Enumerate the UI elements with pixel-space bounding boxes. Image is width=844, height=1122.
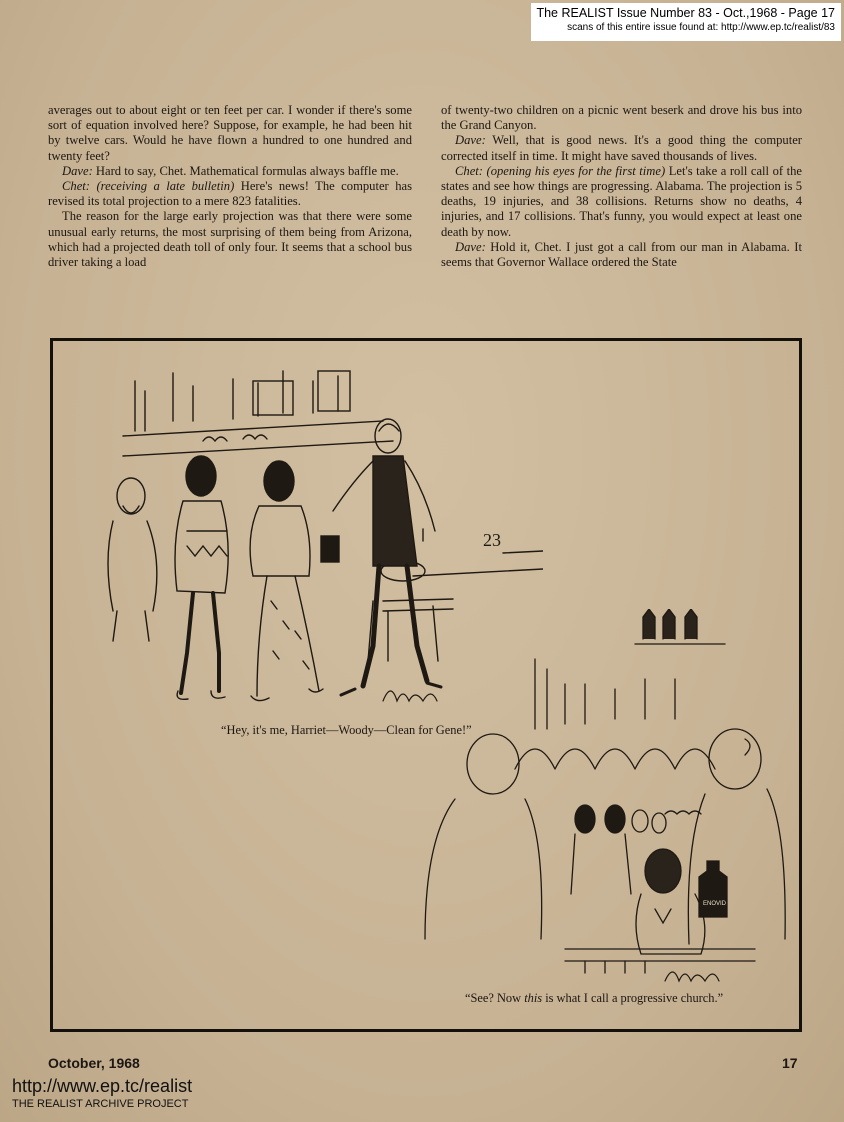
header-scan-url-line: scans of this entire issue found at: http://www.ep.tc/realist/83 [567,22,835,33]
paragraph: Dave: Well, that is good news. It's a good thing the computer corrected itself in time. It might have saved thousands of lives. [441,133,802,163]
sign-number: 23 [483,530,501,550]
archive-project-name: THE REALIST ARCHIVE PROJECT [12,1098,189,1110]
footer-issue-date: October, 1968 [48,1055,140,1071]
caption-emphasis: this [524,991,543,1005]
article-text [48,103,802,335]
cartoon-illustration-progressive-church [415,609,787,989]
paragraph: averages out to about eight or ten feet per car. I wonder if there's some sort of equation involved here? Suppose, for example, he had been hit by twelve cars. Would he have flown a hundred to one hundred and twenty feet? [48,103,412,163]
paragraph: of twenty-two children on a picnic went beserk and drove his bus into the Grand Canyon. [441,103,802,133]
speaker-label: Dave: [455,133,486,148]
article-right-column [441,103,802,270]
paragraph: Dave: Hard to say, Chet. Mathematical formulas always baffle me. [62,163,399,178]
cartoon-panel [50,338,802,1032]
archive-url: http://www.ep.tc/realist [12,1076,193,1096]
page-number: 17 [782,1055,798,1071]
cartoon-caption-2: “See? Now this is what I call a progressive church.” [465,991,724,1005]
cartoon-caption-1: “Hey, it's me, Harriet—Woody—Clean for Gene!” [221,723,472,737]
speaker-label: Dave: [62,163,93,178]
archive-watermark [12,1076,192,1111]
paragraph: The reason for the large early projection was that there were some unusual early returns, the most surprising of them being from Arizona, which had a projected death toll of only four. It seems that a school bus driver taking a load [48,209,412,270]
header-issue-line: The REALIST Issue Number 83 - Oct.,1968 - Page 17 [536,6,835,20]
speaker-label: Chet: (opening his eyes for the first time) [455,163,666,178]
speaker-label: Dave: [455,239,486,254]
paragraph: Chet: (opening his eyes for the first time) Let's take a roll call of the states and see how things are progressing. Alabama. The projection is 5 deaths, 19 injuries, and 38 collisions. Returns show no deaths, 4 injuries, and 17 collisions. That's funny, you would expect at least one death by now. [441,163,802,239]
paragraph: Dave: Hold it, Chet. I just got a call from our man in Alabama. It seems that Governor Wallace ordered the State [441,239,802,270]
archive-header-label [531,3,841,41]
article-left-column [48,103,412,270]
speaker-label: Chet: (receiving a late bulletin) [62,179,235,194]
paragraph: Chet: (receiving a late bulletin) Here's news! The computer has revised its total projection to a mere 823 fatalities. [48,179,412,209]
bottle-label: ENOVID [703,901,727,907]
